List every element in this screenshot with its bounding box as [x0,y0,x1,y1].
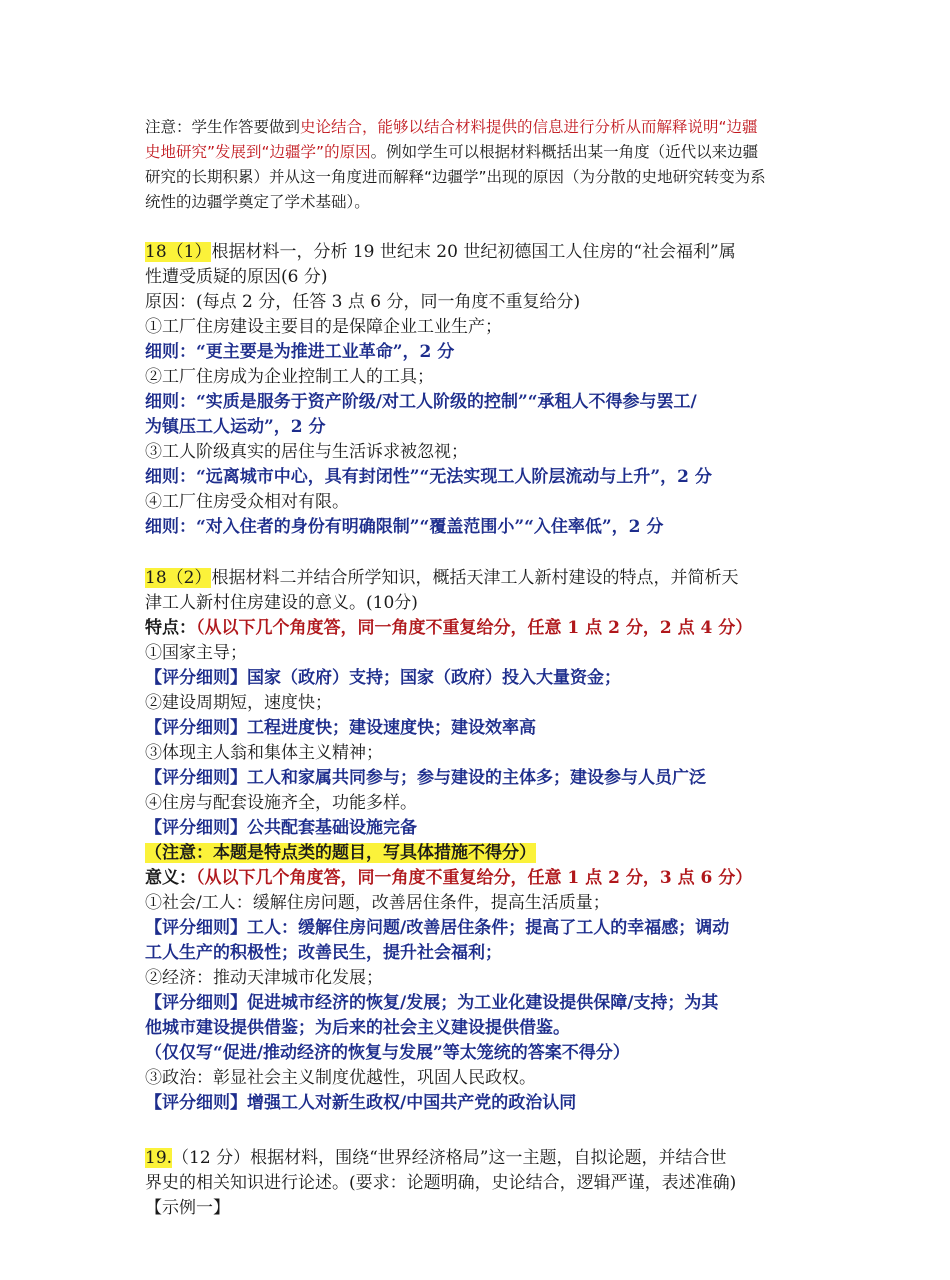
question-19 [145,1146,817,1221]
text-segment: 。例如学生可以根据材料概括出某一角度（近代以来边疆 [370,143,759,161]
text-line [145,1146,817,1171]
text-segment: 原因：(每点 2 分，任答 3 点 6 分，同一角度不重复给分) [145,292,581,312]
text-segment: 他城市建设提供借鉴；为后来的社会主义建设提供借鉴。 [145,1018,570,1038]
text-segment: ①工厂住房建设主要目的是保障企业工业生产； [145,317,502,337]
text-segment: 注意：学生作答要做到 [145,118,301,136]
text-segment: 【评分细则】增强工人对新生政权/中国共产党的政治认同 [145,1093,577,1113]
text-line [145,741,817,766]
grading-note [145,115,817,215]
text-segment: 统性的边疆学奠定了学术基础）。 [145,193,370,211]
text-segment: 【评分细则】国家（政府）支持；国家（政府）投入大量资金； [145,668,621,688]
text-line [145,641,817,666]
text-segment: 【评分细则】工人：缓解住房问题/改善居住条件；提高了工人的幸福感；调动 [145,918,730,938]
text-segment: 史地研究”发展到“边疆学”的原因 [145,143,371,161]
text-segment: ②工厂住房成为企业控制工人的工具； [145,367,434,387]
text-line [145,265,817,290]
text-line [145,315,817,340]
text-line [145,1041,817,1066]
text-line [145,290,817,315]
text-line [145,1091,817,1116]
text-segment: 津工人新村住房建设的意义。(10分) [145,593,418,613]
text-line [145,691,817,716]
text-segment: ①国家主导； [145,643,247,663]
text-segment: ④住房与配套设施齐全，功能多样。 [145,793,417,813]
text-line [145,190,817,215]
text-segment: 19. [145,1148,173,1168]
text-segment: 18（1） [145,242,212,262]
text-segment: 【评分细则】公共配套基础设施完备 [145,818,417,838]
text-segment: ②建设周期短，速度快； [145,693,332,713]
text-line [145,841,817,866]
text-line [145,1016,817,1041]
text-line [145,891,817,916]
text-line [145,966,817,991]
text-segment: 为镇压工人运动”，2 分 [145,417,326,437]
text-segment: ①社会/工人：缓解住房问题，改善居住条件，提高生活质量； [145,893,610,913]
text-segment: 史论结合，能够以结合材料提供的信息进行分析从而解释说明“边疆 [300,118,758,136]
text-segment: 性遭受质疑的原因(6 分) [145,267,328,287]
text-segment: （仅仅写“促进/推动经济的恢复与发展”等太笼统的答案不得分） [145,1043,630,1063]
text-segment: （从以下几个角度答，同一角度不重复给分，任意 1 点 2 分，3 点 6 分） [196,868,753,888]
question-18-2 [145,566,817,1116]
text-line [145,666,817,691]
text-segment: （注意：本题是特点类的题目，写具体措施不得分） [145,843,536,863]
text-line [145,716,817,741]
text-segment: 细则：“远离城市中心，具有封闭性”“无法实现工人阶层流动与上升”，2 分 [145,467,712,487]
text-segment: 18（2） [145,568,212,588]
text-segment: 研究的长期积累）并从这一角度进而解释“边疆学”出现的原因（为分散的史地研究转变为系 [145,168,766,186]
text-line [145,390,817,415]
text-segment: 界史的相关知识进行论述。(要求：论题明确，史论结合，逻辑严谨，表述准确) [145,1173,737,1193]
text-line [145,515,817,540]
text-line [145,240,817,265]
text-segment: 细则：“更主要是为推进工业革命”，2 分 [145,342,455,362]
text-line [145,991,817,1016]
text-line [145,140,817,165]
text-line [145,1171,817,1196]
text-segment: 工人生产的积极性；改善民生，提升社会福利； [145,943,502,963]
text-segment: （从以下几个角度答，同一角度不重复给分，任意 1 点 2 分，2 点 4 分） [196,618,753,638]
text-segment: 根据材料二并结合所学知识，概括天津工人新村建设的特点，并简析天 [211,568,739,588]
text-line [145,791,817,816]
text-segment: ②经济：推动天津城市化发展； [145,968,383,988]
text-segment: 【示例一】 [145,1198,230,1218]
text-line [145,165,817,190]
text-segment: （12 分）根据材料，围绕“世界经济格局”这一主题，自拟论题，并结合世 [172,1148,727,1168]
text-line [145,766,817,791]
text-line [145,440,817,465]
text-line [145,816,817,841]
text-segment: 【评分细则】工程进度快；建设速度快；建设效率高 [145,718,536,738]
text-segment: 【评分细则】工人和家属共同参与；参与建设的主体多；建设参与人员广泛 [145,768,706,788]
text-line [145,566,817,591]
question-18-1 [145,240,817,540]
text-segment: ③体现主人翁和集体主义精神； [145,743,383,763]
text-segment: 【评分细则】促进城市经济的恢复/发展；为工业化建设提供保障/支持；为其 [145,993,719,1013]
text-line [145,591,817,616]
text-line [145,115,817,140]
text-segment: 特点： [145,618,196,638]
text-segment: 意义： [145,868,196,888]
text-line [145,1066,817,1091]
text-line [145,941,817,966]
text-segment: ③工人阶级真实的居住与生活诉求被忽视； [145,442,468,462]
text-line [145,866,817,891]
text-line [145,365,817,390]
text-segment: 细则：“实质是服务于资产阶级/对工人阶级的控制”“承租人不得参与罢工/ [145,392,697,412]
text-line [145,490,817,515]
text-line [145,616,817,641]
text-line [145,1196,817,1221]
text-line [145,415,817,440]
text-segment: 细则：“对入住者的身份有明确限制”“覆盖范围小”“入住率低”，2 分 [145,517,664,537]
text-line [145,340,817,365]
text-line [145,465,817,490]
text-line [145,916,817,941]
text-segment: 根据材料一，分析 19 世纪末 20 世纪初德国工人住房的“社会福利”属 [211,242,736,262]
text-segment: ④工厂住房受众相对有限。 [145,492,349,512]
text-segment: ③政治：彰显社会主义制度优越性，巩固人民政权。 [145,1068,536,1088]
